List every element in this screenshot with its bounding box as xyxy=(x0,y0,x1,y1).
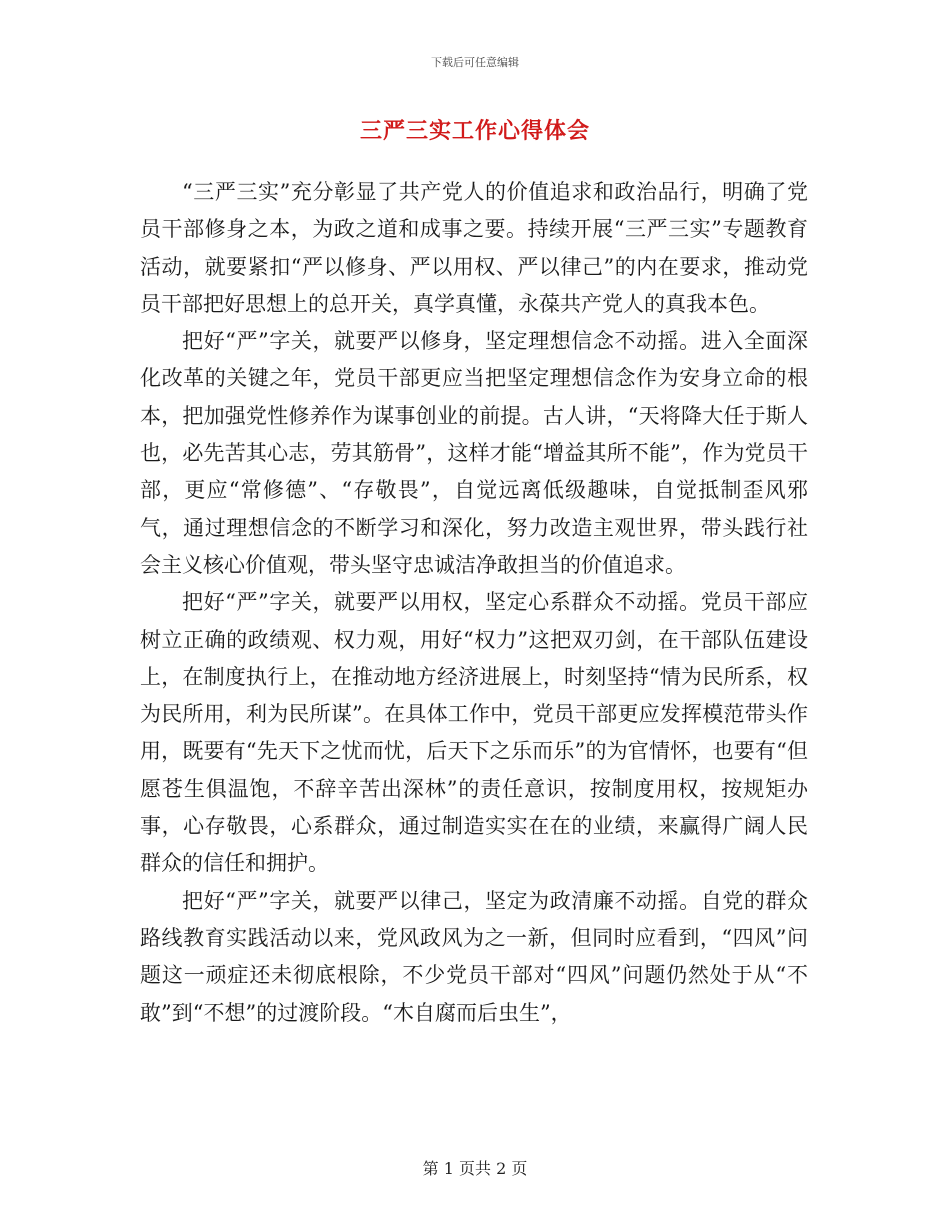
paragraph-4: 把好“严”字关，就要严以律己，坚定为政清廉不动摇。自党的群众路线教育实践活动以来，党风政风为之一新，但同时应看到，“四风”问题这一顽症还未彻底根除，不少党员干部对“四风”问题仍然处于从“不敢”到“不想”的过渡阶段。“木自腐而后虫生”， xyxy=(140,888,808,1025)
header-note: 下载后可任意编辑 xyxy=(431,56,519,69)
document-title: 三严三实工作心得体会 xyxy=(359,118,590,144)
paragraph-2: 把好“严”字关，就要严以修身，坚定理想信念不动摇。进入全面深化改革的关键之年，党员干部更应当把坚定理想信念作为安身立命的根本，把加强党性修养作为谋事创业的前提。古人讲，“天将降大任于斯人也，必先苦其心志，劳其筋骨”，这样才能“增益其所不能”，作为党员干部，更应“常修德”、“存敬畏”，自觉远离低级趣味，自觉抵制歪风邪气，通过理想信念的不断学习和深化，努力改造主观世界，带头践行社会主义核心价值观，带头坚守忠诚洁净敢担当的价值追求。 xyxy=(140,329,808,577)
paragraph-1: “三严三实”充分彰显了共产党人的价值追求和政治品行，明确了党员干部修身之本，为政之道和成事之要。持续开展“三严三实”专题教育活动，就要紧扣“严以修身、严以用权、严以律己”的内在要求，推动党员干部把好思想上的总开关，真学真懂，永葆共产党人的真我本色。 xyxy=(140,180,808,316)
paragraph-3: 把好“严”字关，就要严以用权，坚定心系群众不动摇。党员干部应树立正确的政绩观、权力观，用好“权力”这把双刃剑，在干部队伍建设上，在制度执行上，在推动地方经济进展上，时刻坚持“情为民所系，权为民所用，利为民所谋”。在具体工作中，党员干部更应发挥模范带头作用，既要有“先天下之忧而忧，后天下之乐而乐”的为官情怀，也要有“但愿苍生俱温饱，不辞辛苦出深林”的责任意识，按制度用权，按规矩办事，心存敬畏，心系群众，通过制造实实在在的业绩，来赢得广阔人民群众的信任和拥护。 xyxy=(140,590,808,876)
document-body xyxy=(140,174,808,1032)
page-footer: 第 1 页共 2 页 xyxy=(422,1159,528,1178)
